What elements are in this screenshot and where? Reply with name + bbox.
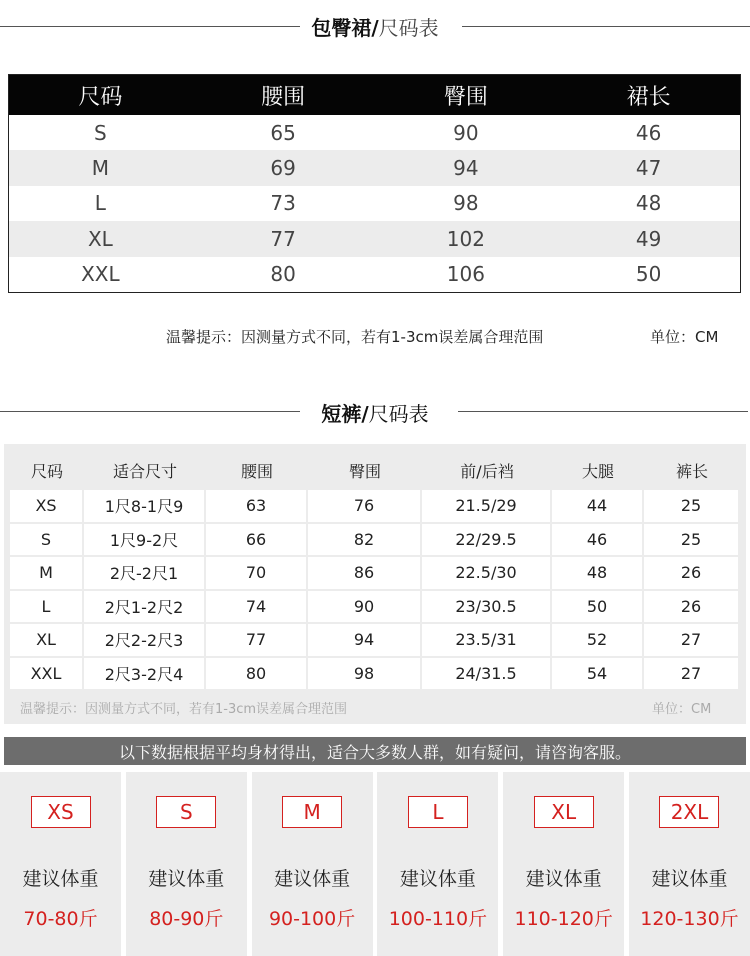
table-row [9, 186, 740, 221]
skirt-title-light: 尺码表 [378, 16, 439, 40]
table-cell: 25 [644, 524, 740, 558]
header-cell: 前/后裆 [460, 461, 514, 481]
table-cell: 2尺2-2尺3 [84, 624, 206, 658]
table-cell: 54 [552, 658, 644, 692]
weight-recommendation-cards [0, 772, 750, 956]
header-cell: 适合尺寸 [112, 461, 177, 481]
size-badge: M [282, 796, 342, 828]
table-cell: 21.5/29 [422, 490, 552, 524]
table-cell: 80 [206, 658, 308, 692]
weight-card [0, 772, 121, 956]
table-row [10, 490, 740, 524]
table-cell: 1尺9-2尺 [84, 524, 206, 558]
table-cell: 46 [552, 524, 644, 558]
shorts-size-panel [4, 444, 746, 724]
table-cell: M [91, 156, 109, 181]
info-banner: 以下数据根据平均身材得出，适合大多数人群，如有疑问，请咨询客服。 [4, 737, 746, 765]
table-cell: XS [10, 490, 84, 524]
table-cell: 2尺-2尺1 [84, 557, 206, 591]
table-cell: 90 [453, 120, 479, 145]
table-cell: 82 [308, 524, 422, 558]
table-cell: 2尺1-2尺2 [84, 591, 206, 625]
table-cell: 94 [308, 624, 422, 658]
table-cell: S [10, 524, 84, 558]
table-cell: 26 [644, 591, 740, 625]
weight-card [126, 772, 247, 956]
unit-label: 单位：CM [652, 702, 712, 717]
table-row [9, 221, 740, 256]
header-cell: 大腿 [581, 461, 614, 481]
table-cell: 66 [206, 524, 308, 558]
table-cell: 76 [308, 490, 422, 524]
table-cell: 98 [308, 658, 422, 692]
recommended-weight-label: 建议体重 [148, 868, 225, 890]
table-row [10, 624, 740, 658]
recommended-weight-value: 80-90斤 [149, 908, 224, 930]
table-row [10, 658, 740, 692]
table-cell: 70 [206, 557, 308, 591]
table-cell: 44 [552, 490, 644, 524]
skirt-size-table [8, 74, 741, 293]
recommended-weight-value: 120-130斤 [640, 908, 739, 930]
size-badge: S [156, 796, 216, 828]
weight-card [377, 772, 498, 956]
table-cell: 65 [270, 120, 296, 145]
shorts-size-table [10, 450, 740, 691]
table-cell: 52 [552, 624, 644, 658]
size-badge: 2XL [659, 796, 719, 828]
table-cell: 49 [635, 226, 662, 251]
table-cell: 26 [644, 557, 740, 591]
weight-card [629, 772, 750, 956]
table-cell: L [94, 191, 106, 216]
unit-label: 单位：CM [650, 328, 719, 346]
table-cell: 69 [270, 156, 296, 181]
header-cell: 尺码 [78, 84, 123, 110]
table-row [9, 257, 740, 292]
table-cell: 46 [635, 120, 662, 145]
table-row [10, 591, 740, 625]
header-cell: 臀围 [348, 461, 381, 481]
header-cell: 裙长 [626, 84, 671, 110]
recommended-weight-value: 90-100斤 [268, 908, 356, 930]
table-cell: 74 [206, 591, 308, 625]
recommended-weight-label: 建议体重 [651, 868, 728, 890]
table-cell: XL [87, 226, 113, 251]
table-row [9, 115, 740, 150]
table-cell: L [10, 591, 84, 625]
shorts-title-bold: 短裤/ [321, 402, 369, 426]
weight-card [503, 772, 624, 956]
table-cell: 47 [635, 156, 662, 181]
size-badge: XL [534, 796, 594, 828]
measurement-note: 温馨提示：因测量方式不同，若有1-3cm误差属合理范围 [166, 328, 544, 346]
table-cell: 50 [635, 262, 662, 287]
table-cell: 27 [644, 658, 740, 692]
table-cell: 23.5/31 [422, 624, 552, 658]
table-cell: 24/31.5 [422, 658, 552, 692]
table-header-row [9, 75, 740, 115]
header-cell: 尺码 [30, 461, 63, 481]
table-cell: 73 [270, 191, 296, 216]
table-cell: 22.5/30 [422, 557, 552, 591]
table-cell: 77 [206, 624, 308, 658]
table-cell: 48 [635, 191, 662, 216]
table-cell: 106 [446, 262, 485, 287]
table-cell: 23/30.5 [422, 591, 552, 625]
skirt-title-bold: 包臀裙/ [311, 16, 379, 40]
header-cell: 臀围 [443, 84, 488, 110]
table-cell: 80 [270, 262, 296, 287]
recommended-weight-label: 建议体重 [274, 868, 351, 890]
table-cell: XXL [81, 262, 120, 287]
shorts-size-chart-title [0, 398, 750, 427]
table-cell: 77 [270, 226, 296, 251]
recommended-weight-label: 建议体重 [525, 868, 602, 890]
table-row [10, 524, 740, 558]
table-cell: 50 [552, 591, 644, 625]
table-cell: 1尺8-1尺9 [84, 490, 206, 524]
size-badge: L [408, 796, 468, 828]
recommended-weight-value: 100-110斤 [388, 908, 488, 930]
header-cell: 裤长 [675, 461, 708, 481]
measurement-note: 温馨提示：因测量方式不同，若有1-3cm误差属合理范围 [20, 702, 348, 717]
table-cell: 90 [308, 591, 422, 625]
recommended-weight-label: 建议体重 [22, 868, 99, 890]
table-cell: 86 [308, 557, 422, 591]
table-cell: 48 [552, 557, 644, 591]
header-cell: 腰围 [240, 461, 273, 481]
table-cell: 94 [453, 156, 479, 181]
recommended-weight-value: 70-80斤 [23, 908, 98, 930]
table-cell: 98 [453, 191, 479, 216]
table-cell: 25 [644, 490, 740, 524]
table-cell: XXL [10, 658, 84, 692]
recommended-weight-label: 建议体重 [399, 868, 476, 890]
table-header-row [10, 450, 740, 490]
table-cell: 63 [206, 490, 308, 524]
table-cell: 102 [446, 226, 485, 251]
weight-card [252, 772, 373, 956]
table-cell: 2尺3-2尺4 [84, 658, 206, 692]
shorts-title-light: 尺码表 [368, 402, 429, 426]
header-cell: 腰围 [261, 84, 306, 110]
skirt-size-chart-title [0, 12, 750, 41]
table-cell: 22/29.5 [422, 524, 552, 558]
recommended-weight-value: 110-120斤 [514, 908, 613, 930]
table-cell: M [10, 557, 84, 591]
table-row [9, 150, 740, 185]
table-cell: 27 [644, 624, 740, 658]
table-row [10, 557, 740, 591]
size-badge: XS [31, 796, 91, 828]
table-cell: XL [10, 624, 84, 658]
table-cell: S [94, 120, 107, 145]
